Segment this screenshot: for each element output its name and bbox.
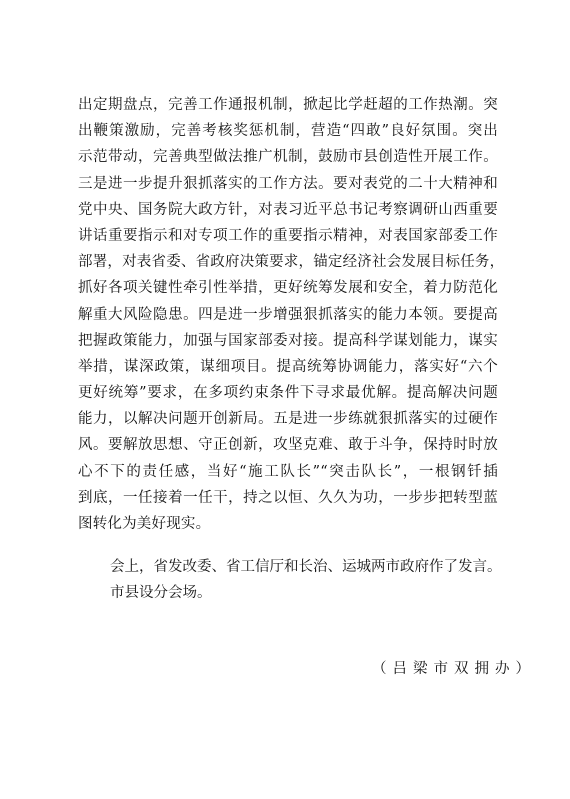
document-signature: （吕梁市双拥办） [372, 661, 536, 677]
body-line: 党中央、国务院大政方针，对表习近平总书记考察调研山西重要 [78, 201, 498, 218]
body-line: 风。要解放思想、守正创新，攻坚克难、敢于斗争，保持时时放 [78, 437, 498, 454]
body-line: 出鞭策激励，完善考核奖惩机制，营造“四敢”良好氛围。突出 [78, 123, 498, 140]
body-line: 抓好各项关键性牵引性举措，更好统筹发展和安全，着力防范化 [78, 280, 498, 297]
body-line: 解重大风险隐患。四是进一步增强狠抓落实的能力本领。要提高 [78, 306, 498, 323]
body-line: 能力，以解决问题开创新局。五是进一步练就狠抓落实的过硬作 [78, 411, 498, 428]
body-line: 三是进一步提升狠抓落实的工作方法。要对表党的二十大精神和 [78, 175, 498, 192]
body-line: 图转化为美好现实。 [78, 516, 211, 532]
body-line: 到底，一任接着一任干，持之以恒、久久为功，一步步把转型蓝 [78, 489, 498, 506]
body-line: 示范带动，完善典型做法推广机制，鼓励市县创造性开展工作。 [78, 149, 498, 166]
venue-paragraph: 市县设分会场。 [110, 585, 212, 601]
body-line: 更好统筹”要求，在多项约束条件下寻求最优解。提高解决问题 [78, 385, 498, 402]
body-line: 出定期盘点，完善工作通报机制，掀起比学赶超的工作热潮。突 [78, 97, 498, 113]
document-body [78, 92, 505, 537]
body-line: 举措，谋深政策，谋细项目。提高统筹协调能力，落实好“六个 [78, 358, 498, 375]
meeting-paragraph: 会上，省发改委、省工信厅和长治、运城两市政府作了发言。 [110, 559, 502, 575]
body-line: 心不下的责任感，当好“施工队长”“突击队长”，一根钢钎插 [78, 463, 498, 480]
body-line: 讲话重要指示和对专项工作的重要指示精神，对表国家部委工作 [78, 227, 498, 244]
body-line: 部署，对表省委、省政府决策要求，锚定经济社会发展目标任务， [78, 254, 505, 271]
body-line: 把握政策能力，加强与国家部委对接。提高科学谋划能力，谋实 [78, 332, 498, 349]
